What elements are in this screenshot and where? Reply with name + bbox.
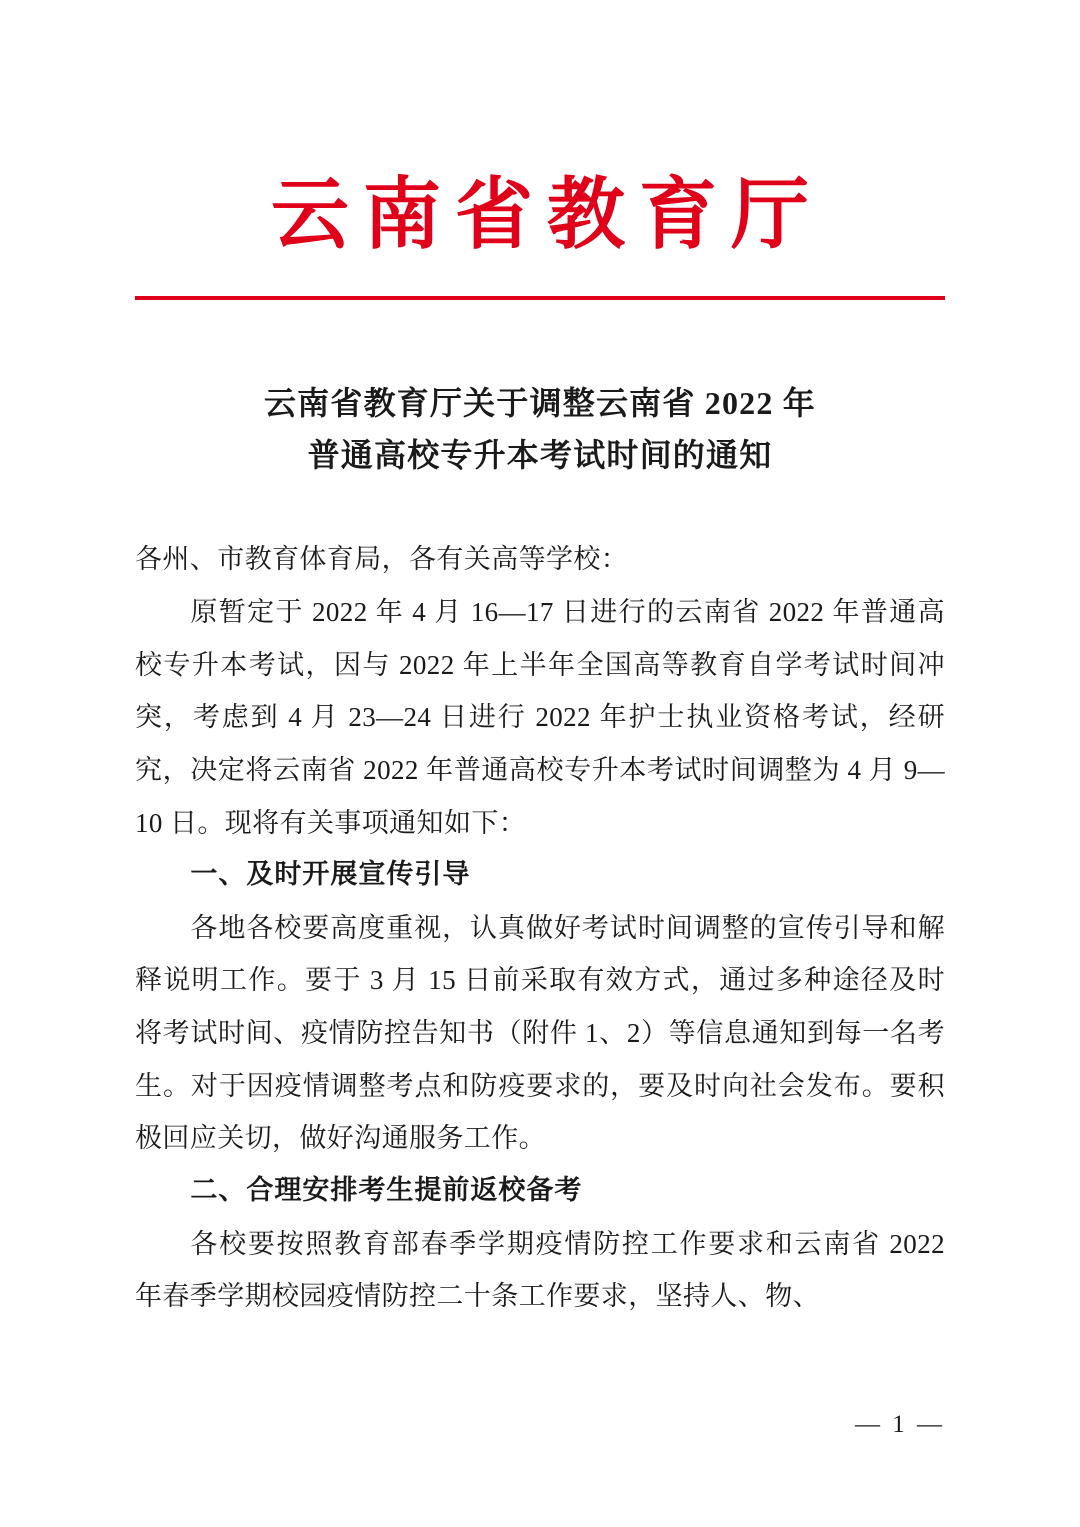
section-1-paragraph: 各地各校要高度重视，认真做好考试时间调整的宣传引导和解释说明工作。要于 3 月 15 日前采取有效方式，通过多种途径及时将考试时间、疫情防控告知书（附件 1、2）等信息通知到每一名考生。对于因疫情调整考点和防疫要求的，要及时向社会发布。要积极回应关切，做好沟通服务工作。 <box>135 912 945 1154</box>
section-2-paragraph: 各校要按照教育部春季学期疫情防控工作要求和云南省 2022 年春季学期校园疫情防控二十条工作要求，坚持人、物、 <box>135 1228 945 1312</box>
letterhead <box>135 0 945 300</box>
section-heading-1: 一、及时开展宣传引导 <box>190 859 471 891</box>
intro-paragraph: 原暂定于 2022 年 4 月 16—17 日进行的云南省 2022 年普通高校专升本考试，因与 2022 年上半年全国高等教育自学考试时间冲突，考虑到 4 月 23—24 日进行 2022 年护士执业资格考试，经研究，决定将云南省 2022 年普通高校专升本考试时间调整为 4 月 9—10 日。现将有关事项通知如下： <box>135 596 945 838</box>
section-heading-2: 二、合理安排考生提前返校备考 <box>190 1175 583 1207</box>
page-number: — 1 — <box>855 1411 945 1438</box>
page-title-line-1: 云南省教育厅关于调整云南省 2022 年 <box>263 384 816 421</box>
salutation: 各州、市教育体育局，各有关高等学校： <box>135 544 629 575</box>
page-title-line-2: 普通高校专升本考试时间的通知 <box>307 436 773 473</box>
issuing-organization-title: 云南省教育厅 <box>270 169 823 260</box>
letterhead-divider <box>135 296 945 300</box>
document-body <box>135 533 945 1323</box>
page-title <box>135 378 945 482</box>
